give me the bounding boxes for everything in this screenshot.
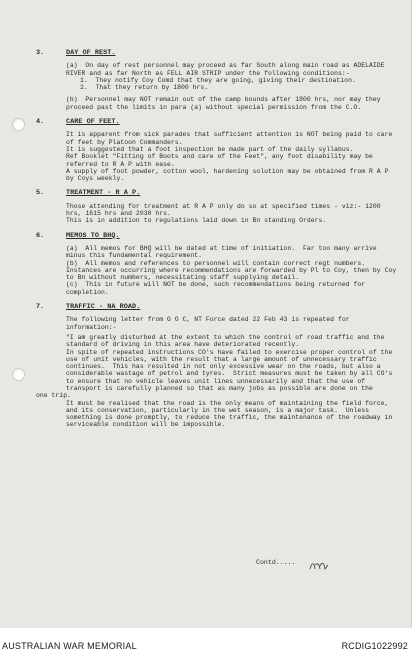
handwritten-initials (308, 560, 330, 572)
section-number: 5. (36, 189, 45, 198)
paragraph: The following letter from G O C, NT Force dated 22 Feb 43 is repeated for information:- (66, 316, 354, 331)
section-number: 6. (36, 231, 45, 240)
paragraph: A supply of foot powder, cotton wool, hardening solution may be obtained from R A P by Coys weekly. (66, 167, 393, 183)
paragraph: Ref Booklet "Fitting of Boots and care of the Feet", any foot disability may be referred to R A P with ease. (66, 153, 377, 168)
section-title: TRAFFIC - NA ROAD. (66, 303, 141, 312)
paragraph: It is apparent from sick parades that sufficient attention is NOT being paid to care of feet by Platoon Commanders. (66, 131, 397, 146)
paragraph: (b) All memos and references to personnel will contain correct regt numbers. Instances are occurring where recommendations are forwarded by Pl to Coy, then by Coy to Bn without numbers, necessitating staff supplying detail. (66, 259, 401, 282)
paragraph: (b) Personnel may NOT remain out of the camp bounds after 1800 hrs, nor may they proceed past the limits in para (a) without special permission from the C.O. (66, 96, 385, 111)
punch-hole (12, 368, 25, 381)
quoted-paragraph: In spite of repeated instructions CO's have failed to exercise proper control of the use of unit vehicles, with the result that a large amount of unnecessary traffic continues. This has resulted in not only excessive wear on the roads, but also a considerable wastage of petrol and tyres. Strict measures must be taken by all CO's to ensure that no vehicle leaves unit lines unnecessarily and that the use of transport is carefully planned so that as many jobs as possible are done on the (66, 348, 397, 392)
paragraph: Those attending for treatment at R A P only do so at specified times - viz:- 1200 hrs, 1615 hrs and 2030 hrs. (66, 202, 385, 218)
quoted-paragraph: It must be realised that the road is the only means of maintaining the field force, and its conservation, particularly in the wet season, is a major task. Unless something is done promptly, to reduce the traffic, the maintenance of the roadway in serviceable condition will be impossible. (66, 399, 397, 429)
archive-footer (0, 628, 412, 653)
quoted-paragraph: "I am greatly disturbed at the extent to which the control of road traffic and the standard of driving in this area have deteriorated recently. (66, 333, 389, 349)
section-number: 4. (36, 118, 45, 127)
section-treatment-rap (36, 190, 397, 224)
section-number: 3. (36, 49, 45, 57)
continued-note: Contd..... (256, 559, 296, 566)
section-title: CARE OF FEET. (66, 118, 120, 127)
paragraph: (c) This in future will NOT be done, such recommendations being returned for completion. (66, 281, 370, 296)
list-item: 1. They notify Coy Comd that they are going, giving their destination. (80, 76, 356, 84)
quoted-paragraph-overflow: one trip. (36, 392, 71, 400)
document-body (36, 49, 401, 437)
section-title: DAY OF REST. (66, 49, 116, 57)
paragraph: (a) On day of rest personnel may proceed as far South along main road as ADELAIDE RIVER and as far North as FELL AIR STRIP under the following conditions:- (66, 62, 389, 77)
section-care-of-feet (36, 119, 397, 182)
paragraph: This is in addition to regulations laid down in Bn standing Orders. (66, 217, 327, 225)
section-number: 7. (36, 303, 45, 312)
section-traffic-na-road (36, 304, 397, 429)
section-day-of-rest (36, 50, 397, 111)
section-title: MEMOS TO BHQ. (66, 231, 120, 240)
archive-name: AUSTRALIAN WAR MEMORIAL (2, 641, 137, 651)
list-item: 2. That they return by 1800 hrs. (80, 84, 209, 92)
section-title: TREATMENT - R A P. (66, 189, 141, 198)
record-id: RCDIG1022992 (341, 641, 408, 651)
section-memos-to-bhq (36, 231, 401, 296)
paragraph: It is suggested that a foot inspection be made part of the daily syllabus. (66, 145, 354, 153)
punch-hole (12, 118, 25, 131)
paragraph: (a) All memos for BHQ will be dated at time of initiation. Far too many arrive minus this fundamental requirement. (66, 244, 381, 260)
